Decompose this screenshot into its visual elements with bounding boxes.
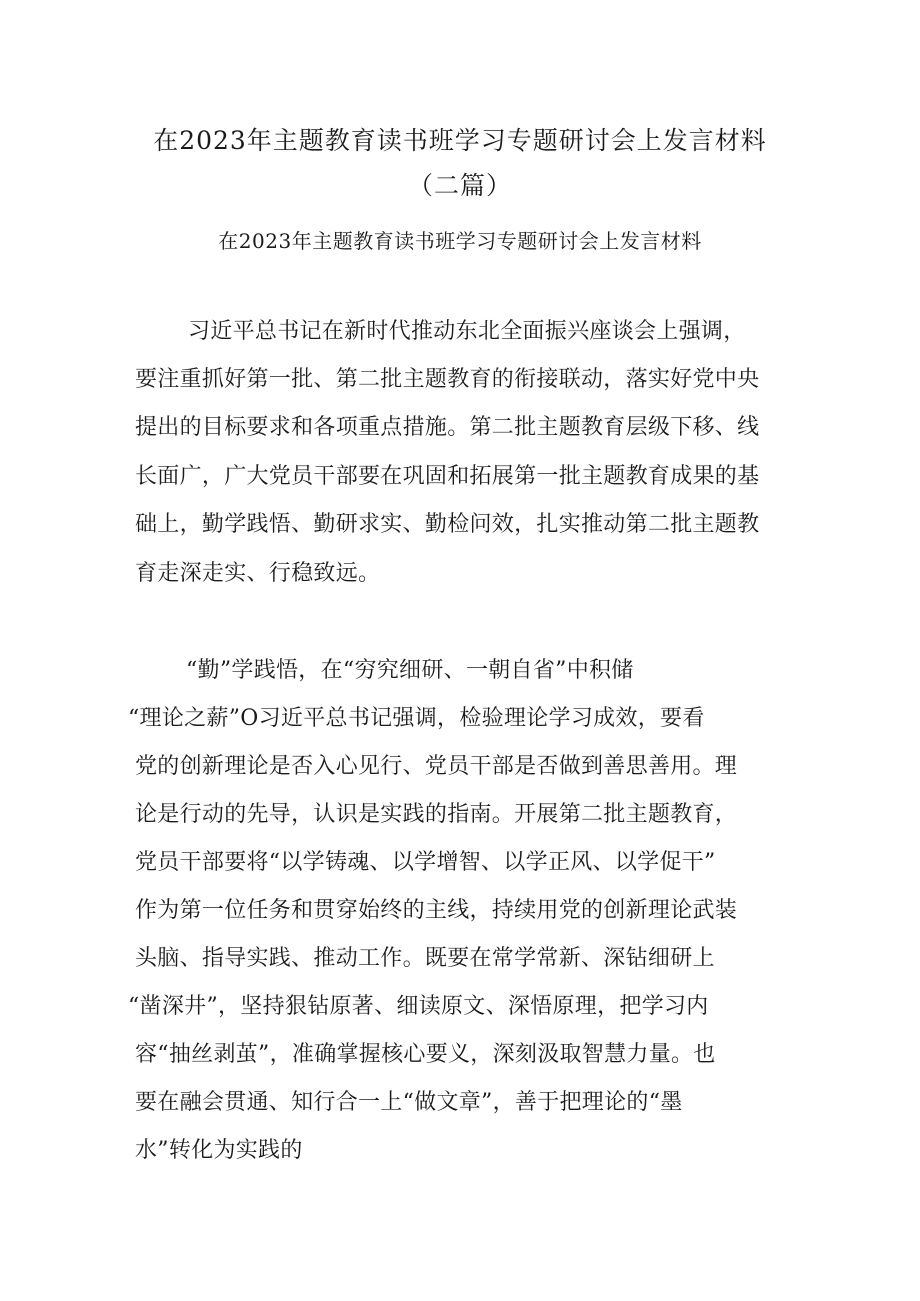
paragraph-1-line: 习近平总书记在新时代推动东北全面振兴座谈会上强调，	[188, 319, 746, 344]
document-title: 在2023年主题教育读书班学习专题研讨会上发言材料（二篇）	[153, 126, 767, 200]
paragraph-1-line: 础上，勤学践悟、勤研求实、勤检问效，扎实推动第二批主题教	[135, 512, 760, 537]
paragraph-2-line: “凿深井”，坚持狠钻原著、细读原文、深悟原理，把学习内	[128, 994, 709, 1019]
paragraph-1-line: 长面广，广大党员干部要在巩固和拓展第一批主题教育成果的基	[135, 464, 760, 489]
paragraph-2-line: 作为第一位任务和贯穿始终的主线，持续用党的创新理论武装	[135, 898, 738, 923]
paragraph-2-line: 容“抽丝剥茧”，准确掌握核心要义，深刻汲取智慧力量。也	[135, 1042, 716, 1067]
paragraph-2-line: “勤”学践悟，在“穷究细研、一朝自省”中积储	[186, 658, 634, 683]
paragraph-2-line: 水”转化为实践的	[135, 1138, 303, 1163]
document-subtitle: 在2023年主题教育读书班学习专题研讨会上发言材料	[218, 229, 702, 253]
paragraph-2-line: 党员干部要将“以学铸魂、以学增智、以学正风、以学促干”	[135, 850, 716, 875]
paragraph-1-line: 提出的目标要求和各项重点措施。第二批主题教育层级下移、线	[135, 415, 760, 440]
paragraph-2-line: 要在融会贯通、知行合一上“做文章”，善于把理论的“墨	[135, 1090, 683, 1115]
paragraph-1-line: 要注重抓好第一批、第二批主题教育的衔接联动，落实好党中央	[135, 367, 760, 392]
paragraph-2-line: 党的创新理论是否入心见行、党员干部是否做到善思善用。理	[135, 754, 738, 779]
paragraph-1-line: 育走深走实、行稳致远。	[135, 561, 381, 586]
paragraph-2-line: 论是行动的先导，认识是实践的指南。开展第二批主题教育，	[135, 802, 738, 827]
paragraph-2-line: 头脑、指导实践、推动工作。既要在常学常新、深钻细研上	[135, 946, 715, 971]
paragraph-2-line: “理论之薪”O习近平总书记强调，检验理论学习成效，要看	[128, 706, 705, 731]
